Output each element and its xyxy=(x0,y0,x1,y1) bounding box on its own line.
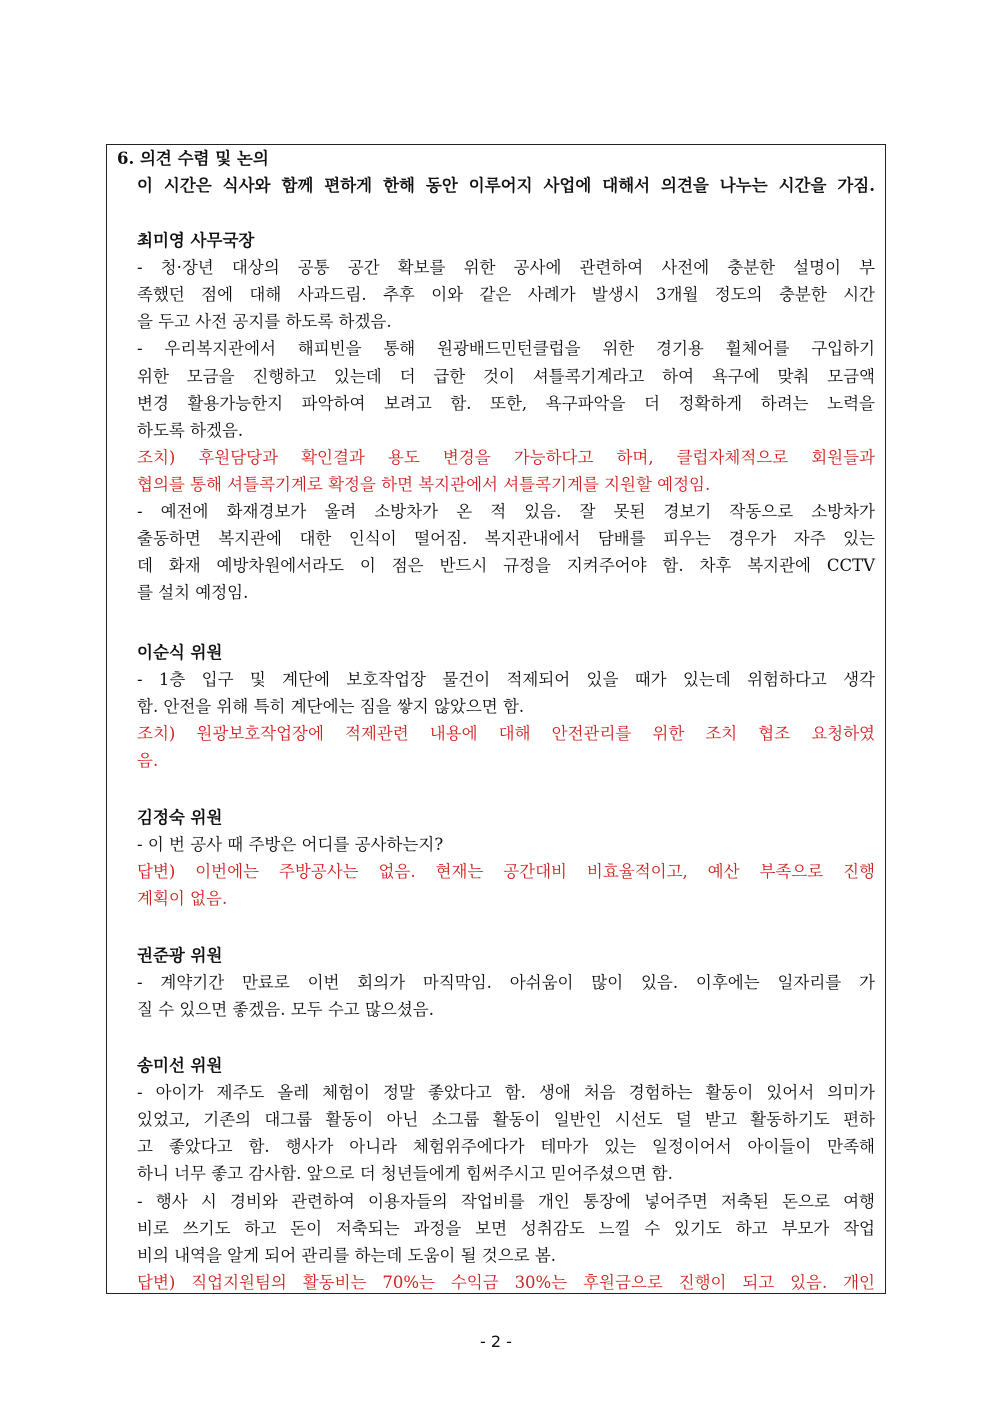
response-line: 답변) 이번에는 주방공사는 없음. 현재는 공간대비 비효율적이고, 예산 부족으로 진행 xyxy=(137,862,875,882)
comment-line: - 청·장년 대상의 공통 공간 확보를 위한 공사에 관련하여 사전에 충분한 설명이 부 xyxy=(137,258,875,278)
comment-line: - 계약기간 만료로 이번 회의가 마직막임. 아쉬움이 많이 있음. 이후에는 일자리를 가 xyxy=(137,973,875,993)
intro-text: 이 시간은 식사와 함께 편하게 한해 동안 이루어지 사업에 대해서 의견을 나누는 시간을 가짐. xyxy=(137,176,875,195)
comment-line: 위한 모금을 진행하고 있는데 더 급한 것이 셔틀콕기계라고 하여 욕구에 맞춰 모금액 xyxy=(137,366,875,386)
comment-line: 비의 내역을 알게 되어 관리를 하는데 도움이 될 것으로 봄. xyxy=(137,1245,557,1265)
speaker-heading: 권준광 위원 xyxy=(137,946,223,965)
comment-line: - 행사 시 경비와 관련하여 이용자들의 작업비를 개인 통장에 넣어주면 저축된 돈으로 여행 xyxy=(137,1191,875,1211)
comment-line: - 이 번 공사 때 주방은 어디를 공사하는지? xyxy=(137,835,444,855)
speaker-heading: 이순식 위원 xyxy=(137,643,223,662)
response-line: 조치) 후원담당과 확인결과 용도 변경을 가능하다고 하며, 클럽자체적으로 회원들과 xyxy=(137,447,875,467)
response-line: 음. xyxy=(137,751,159,771)
speaker-heading: 김정숙 위원 xyxy=(137,808,223,827)
meeting-minutes-box xyxy=(106,144,886,1294)
comment-line: 하도록 하겠음. xyxy=(137,420,244,440)
speaker-heading: 송미선 위원 xyxy=(137,1056,223,1075)
response-line: 계획이 없음. xyxy=(137,889,228,909)
comment-line: - 아이가 제주도 올레 체험이 정말 좋았다고 함. 생애 처음 경험하는 활동이 있어서 의미가 xyxy=(137,1083,875,1103)
comment-line: 비로 쓰기도 하고 돈이 저축되는 과정을 보면 성취감도 느낄 수 있기도 하고 부모가 작업 xyxy=(137,1218,875,1238)
comment-line: 출동하면 복지관에 대한 인식이 떨어짐. 복지관내에서 담배를 피우는 경우가 자주 있는 xyxy=(137,529,875,549)
comment-line: 데 화재 예방차원에서라도 이 점은 반드시 규정을 지켜주어야 함. 차후 복지관에 CCTV xyxy=(137,556,875,576)
comment-line: 를 설치 예정임. xyxy=(137,583,249,603)
comment-line: 변경 활용가능한지 파악하여 보려고 함. 또한, 욕구파악을 더 정확하게 하려는 노력을 xyxy=(137,393,875,413)
page-number: - 2 - xyxy=(480,1332,512,1351)
comment-line: 함. 안전을 위해 특히 계단에는 짐을 쌓지 않았으면 함. xyxy=(137,697,525,717)
response-line: 답변) 직업지원팀의 활동비는 70%는 수익금 30%는 후원금으로 진행이 되고 있음. 개인 xyxy=(137,1272,875,1292)
response-line: 협의를 통해 셔틀콕기계로 확정을 하면 복지관에서 셔틀콕기계를 지원할 예정임. xyxy=(137,474,711,494)
comment-line: 고 좋았다고 함. 행사가 아니라 체험위주에다가 테마가 있는 일정이어서 아이들이 만족해 xyxy=(137,1137,875,1157)
comment-line: - 1층 입구 및 계단에 보호작업장 물건이 적제되어 있을 때가 있는데 위험하다고 생각 xyxy=(137,670,875,690)
comment-line: - 우리복지관에서 해피빈을 통해 원광배드민턴클럽을 위한 경기용 휠체어를 구입하기 xyxy=(137,339,875,359)
comment-line: 있었고, 기존의 대그룹 활동이 아닌 소그룹 활동이 일반인 시선도 덜 받고 활동하기도 편하 xyxy=(137,1110,875,1130)
section-title: 6. 의견 수렴 및 논의 xyxy=(117,149,269,168)
comment-line: 하니 너무 좋고 감사함. 앞으로 더 청년들에게 힘써주시고 믿어주셨으면 함. xyxy=(137,1164,673,1184)
comment-line: 족했던 점에 대해 사과드림. 추후 이와 같은 사례가 발생시 3개월 정도의 충분한 시간 xyxy=(137,285,875,305)
speaker-heading: 최미영 사무국장 xyxy=(137,231,255,250)
comment-line: 을 두고 사전 공지를 하도록 하겠음. xyxy=(137,312,392,332)
response-line: 조치) 원광보호작업장에 적제관련 내용에 대해 안전관리를 위한 조치 협조 요청하였 xyxy=(137,724,875,744)
comment-line: 질 수 있으면 좋겠음. 모두 수고 많으셨음. xyxy=(137,1000,434,1020)
comment-line: - 예전에 화재경보가 울려 소방차가 온 적 있음. 잘 못된 경보기 작동으로 소방차가 xyxy=(137,502,875,521)
